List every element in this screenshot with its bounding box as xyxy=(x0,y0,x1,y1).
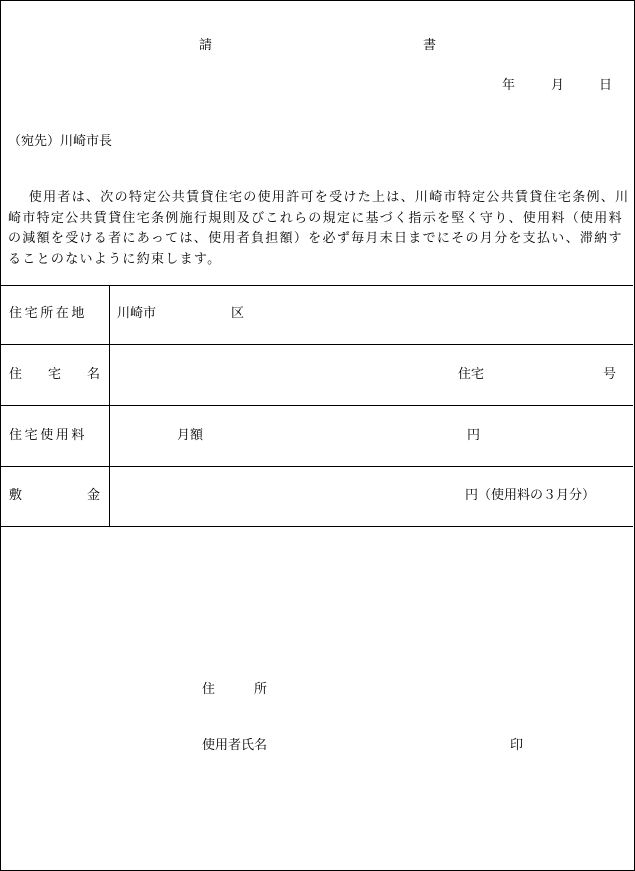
signature-seal: 印 xyxy=(510,738,524,753)
row-deposit-label: 敷 金 xyxy=(9,488,101,503)
row-name-jutaku: 住宅 xyxy=(458,367,485,382)
row-deposit-note: 円（使用料の３月分） xyxy=(465,488,596,503)
row-location-ward: 区 xyxy=(231,306,245,321)
row-name-label: 住 宅 名 xyxy=(9,367,101,382)
row-name-go: 号 xyxy=(603,367,617,382)
table-line-3 xyxy=(0,405,633,406)
signature-address-label: 住 所 xyxy=(202,682,268,697)
date-month: 月 xyxy=(551,78,565,93)
table-bottom-line xyxy=(0,526,633,527)
title-right: 書 xyxy=(423,38,437,53)
row-rent-yen: 円 xyxy=(467,428,481,443)
signature-name-label: 使用者氏名 xyxy=(202,738,268,753)
addressee: （宛先）川崎市長 xyxy=(8,134,113,149)
pledge-text xyxy=(8,188,630,270)
row-location-label: 住宅所在地 xyxy=(9,306,88,321)
row-location-city: 川崎市 xyxy=(117,306,157,321)
table-top-line xyxy=(0,285,633,286)
table-column-divider xyxy=(109,285,110,526)
row-rent-monthly: 月額 xyxy=(177,428,204,443)
date-year: 年 xyxy=(502,78,516,93)
table-line-4 xyxy=(0,466,633,467)
date-day: 日 xyxy=(599,78,613,93)
title-left: 請 xyxy=(199,38,213,53)
table-line-2 xyxy=(0,344,633,345)
pledge-text-content: 使用者は、次の特定公共賃貸住宅の使用許可を受けた上は、川崎市特定公共賃貸住宅条例、川崎市特定公共賃貸住宅条例施行規則及びこれらの規定に基づく指示を堅く守り、使用料（使用料の減額を受ける者にあっては、使用者負担額）を必ず毎月末日までにその月分を支払い、滞納することのないように約束します。 xyxy=(8,190,630,267)
row-rent-label: 住宅使用料 xyxy=(9,428,88,443)
